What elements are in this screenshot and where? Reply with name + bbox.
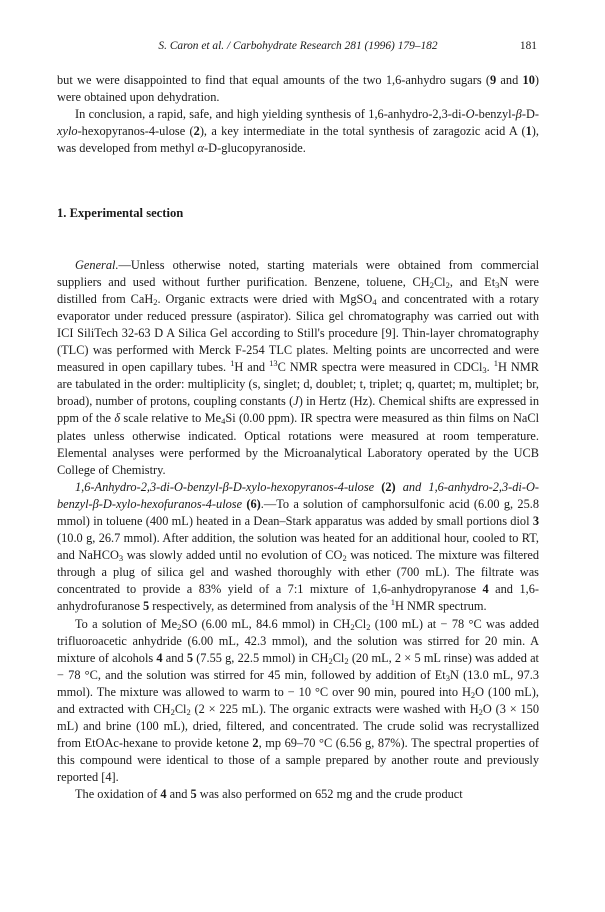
intro-paragraph-2: In conclusion, a rapid, safe, and high yielding synthesis of 1,6-anhydro-2,3-di-O-benzyl-β-D-xylo-hexopyranos-4-ulose (2), a key intermediate in the total synthesis of zaragozic acid A (1), was developed from methyl α-D-glucopyranoside. <box>57 107 539 156</box>
running-title: S. Caron et al. / Carbohydrate Research 281 (1996) 179–182 <box>158 40 438 52</box>
final-paragraph: The oxidation of 4 and 5 was also performed on 652 mg and the crude product <box>75 787 463 802</box>
oxidation-paragraph: To a solution of $Me_2SO$ (6.00 mL, 84.6 mmol) in $CH_2Cl_2$ (100 mL) at − 78 °C was added trifluoroacetic anhydride (6.00 mL, 42.3 mmol), and the solution was stirred for 20 min. A mixture of alcohols 4 and 5 (7.55 g, 22.5 mmol) in $CH_2Cl_2$ (20 mL, 2 × 5 mL rinse) was added at − 78 °C, and the solution was stirred for 45 min, followed by addition of $Et_3N$ (13.0 mL, 97.3 mmol). The mixture was allowed to warm to − 10 °C over 90 min, poured into $H_2O$ (100 mL), and extracted with $CH_2Cl_2$ (2 × 225 mL). The organic extracts were washed with $H_2O$ (3 × 150 mL) and brine (100 mL), dried, filtered, and concentrated. The crude solid was recrystallized from EtOAc-hexane to provide ketone 2, mp 69–70 °C (6.56 g, 87%). The spectral properties of this compound were identical to those of a sample prepared by another route and previously reported [4]. <box>57 616 540 785</box>
general-paragraph: General.—Unless otherwise noted, starting materials were obtained from commercial suppliers and used without further purification. Benzene, toluene, $CH_2Cl_2$, and $Et_3N$ were distilled from CaH$_2$. Organic extracts were dried with MgSO$_4$ and concentrated with a rotary evaporator under reduced pressure (aspirator). Silica gel chromatography was carried out with ICI SiliTech 32-63 D A Silica Gel according to Still's procedure [9]. Thin-layer chromatography (TLC) was performed with Merck F-254 TLC plates. Melting points are uncorrected and were measured in open capillary tubes. $^1$H and $^{13}$C NMR spectra were measured in CDCl$_3$. $^1$H NMR are tabulated in the order: multiplicity (s, singlet; d, doublet; t, triplet; q, quartet; m, multiplet; br, broad), number of protons, coupling constants (J) in Hertz (Hz). Chemical shifts are expressed in ppm of the δ scale relative to $Me_4Si$ (0.00 ppm). IR spectra were measured as thin films on NaCl plates unless otherwise indicated. Optical rotations were measured at room temperature. Elemental analyses were performed by the Microanalytical Laboratory operated by the UCB College of Chemistry. <box>57 257 540 477</box>
intro-paragraph-1: but we were disappointed to find that equal amounts of the two 1,6-anhydro sugars (9 and 10) were obtained upon dehydration. <box>57 73 539 105</box>
compound-paragraph: 1,6-Anhydro-2,3-di-O-benzyl-β-D-xylo-hexopyranos-4-ulose (2) and 1,6-anhydro-2,3-di-O-benzyl-β-D-xylo-hexofuranos-4-ulose (6).—To a solution of camphorsulfonic acid (6.00 g, 25.8 mmol) in toluene (400 mL) heated in a Dean–Stark apparatus was added by small portions diol 3 (10.0 g, 26.7 mmol). After addition, the solution was heated for an additional hour, cooled to RT, and NaHCO$_3$ was slowly added until no evolution of $CO_2$ was noticed. The mixture was filtered through a plug of silica gel and washed thoroughly with ether (700 mL). The filtrate was concentrated to provide a 83% yield of a 7:1 mixture of 1,6-anhydropyranose 4 and 1,6-anhydrofuranose 5 respectively, as determined from analysis of the $^1$H NMR spectrum. <box>57 479 540 614</box>
page-number: 181 <box>519 40 537 52</box>
section-heading: 1. Experimental section <box>57 206 184 221</box>
journal-page <box>57 38 539 804</box>
running-header <box>57 38 539 56</box>
